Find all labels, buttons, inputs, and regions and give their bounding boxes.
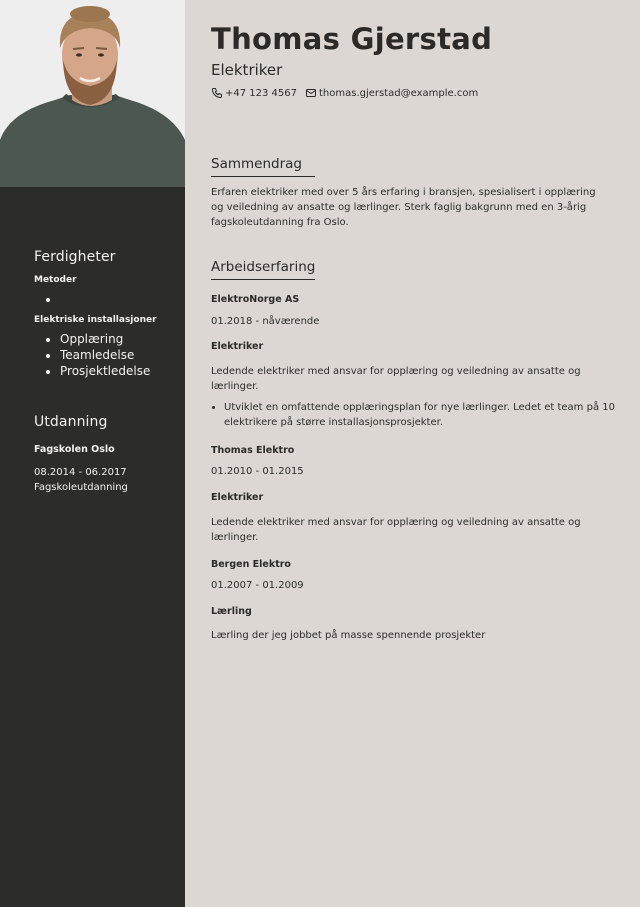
candidate-name: Thomas Gjerstad	[211, 22, 493, 56]
education-section	[34, 414, 174, 495]
skill-item: • Teamledelse	[60, 347, 174, 363]
experience-title: Arbeidserfaring	[211, 259, 315, 280]
job-position: Lærling	[211, 606, 252, 617]
email-address[interactable]: thomas.gjerstad@example.com	[319, 87, 479, 99]
job-company: Bergen Elektro	[211, 559, 291, 570]
job-bullet: • Utviklet en omfattende opplæringsplan for nye lærlinger. Ledet et team på 10 elektrikere på større installasjonsprosjekter.	[224, 400, 619, 430]
skill-group-title: Elektriske installasjoner	[34, 315, 157, 325]
job-position: Elektriker	[211, 341, 264, 352]
phone-contact	[211, 87, 297, 99]
summary-text: Erfaren elektriker med over 5 års erfaring i bransjen, spesialisert i opplæring og veiledning av ansatte og lærlinger. Sterk faglig bakgrunn med en 3-årig fagskoleutdanning fra Oslo.	[211, 187, 596, 228]
skill-list	[34, 291, 174, 307]
education-school: Fagskolen Oslo	[34, 444, 115, 455]
skill-item: • Prosjektledelse	[60, 363, 174, 379]
job-period: 01.2010 - 01.2015	[211, 466, 304, 477]
job-description: Ledende elektriker med ansvar for opplæring og veiledning av ansatte og lærlinger.	[211, 517, 581, 543]
phone-icon	[211, 87, 223, 99]
skill-item: • Opplæring	[60, 331, 174, 347]
profile-photo	[0, 0, 185, 187]
job-bullets	[211, 400, 619, 430]
email-contact	[305, 87, 478, 99]
skill-group-title: Metoder	[34, 275, 77, 285]
skills-title: Ferdigheter	[34, 249, 116, 265]
education-title: Utdanning	[34, 414, 108, 430]
job-period: 01.2018 - nåværende	[211, 316, 320, 327]
job-company: ElektroNorge AS	[211, 294, 300, 305]
candidate-role: Elektriker	[211, 61, 283, 79]
job-company: Thomas Elektro	[211, 445, 295, 456]
job-description: Lærling der jeg jobbet på masse spennende prosjekter	[211, 630, 486, 641]
job-period: 01.2007 - 01.2009	[211, 580, 304, 591]
skill-item	[60, 291, 174, 307]
education-period: 08.2014 - 06.2017	[34, 467, 127, 478]
person-photo-illustration	[0, 0, 185, 187]
job-description: Ledende elektriker med ansvar for opplæring og veiledning av ansatte og lærlinger.	[211, 366, 581, 392]
phone-number[interactable]: +47 123 4567	[225, 87, 297, 99]
mail-icon	[305, 87, 317, 99]
job-position: Elektriker	[211, 492, 264, 503]
sidebar	[0, 0, 185, 907]
education-degree: Fagskoleutdanning	[34, 482, 128, 493]
summary-title: Sammendrag	[211, 156, 315, 177]
contact-info	[211, 87, 486, 99]
skill-list	[34, 331, 174, 379]
skills-section	[34, 249, 174, 387]
